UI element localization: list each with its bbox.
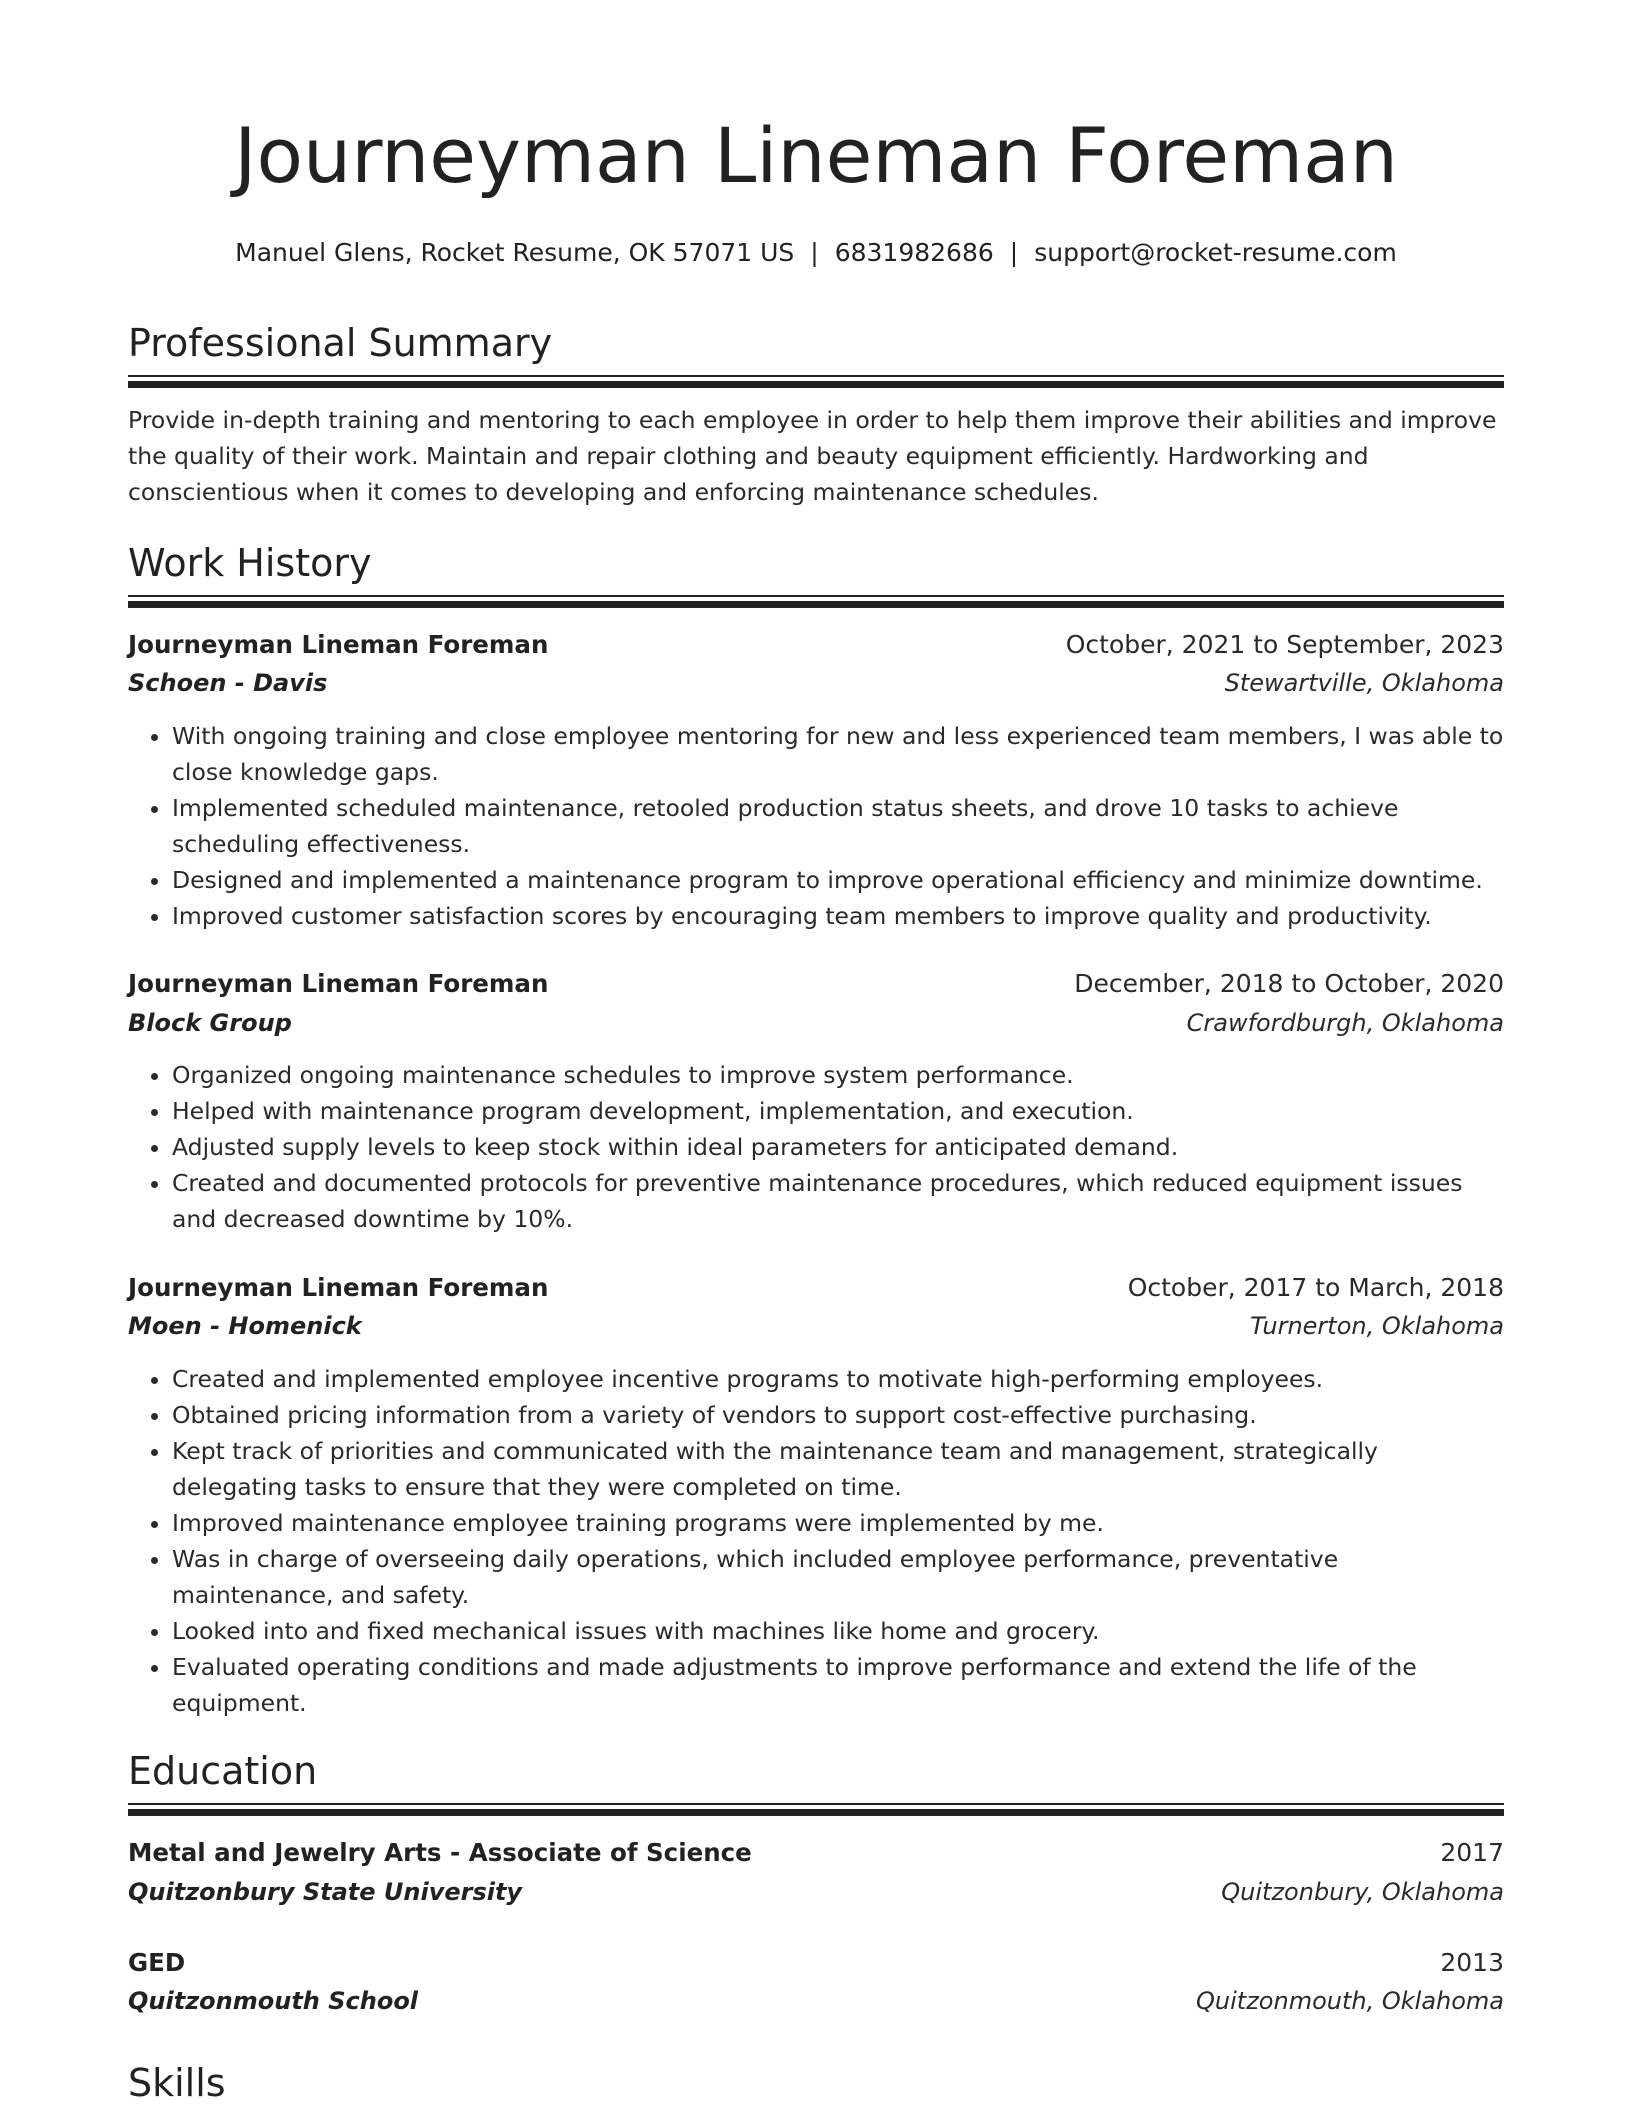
section-divider bbox=[128, 595, 1504, 609]
list-item: • Created and implemented employee incentive programs to motivate high-performing employees. bbox=[172, 1361, 1504, 1397]
list-item: • Kept track of priorities and communicated with the maintenance team and management, strategically delegating tasks to ensure that they were completed on time. bbox=[172, 1433, 1504, 1505]
education-location: Quitzonbury, Oklahoma bbox=[1221, 1878, 1504, 1906]
summary-text: Provide in-depth training and mentoring to each employee in order to help them improve their abilities and improve the quality of their work. Maintain and repair clothing and beauty equipment efficiently. Hardworking and conscientious when it comes to developing and enforcing maintenance schedules. bbox=[128, 406, 1497, 506]
job-subheader bbox=[128, 665, 1504, 701]
list-item: • Improved maintenance employee training programs were implemented by me. bbox=[172, 1505, 1504, 1541]
education-year: 2017 bbox=[1440, 1838, 1504, 1867]
contact-separator: | bbox=[810, 238, 819, 267]
section-title-summary: Professional Summary bbox=[128, 321, 553, 365]
contact-separator: | bbox=[1009, 238, 1019, 267]
job-company: Schoen - Davis bbox=[128, 669, 328, 697]
job-title: Journeyman Lineman Foreman bbox=[128, 630, 549, 659]
education-location: Quitzonmouth, Oklahoma bbox=[1196, 1987, 1504, 2015]
list-item: • Created and documented protocols for preventive maintenance procedures, which reduced equipment issues and decreased downtime by 10%. bbox=[172, 1165, 1504, 1237]
job-header bbox=[128, 627, 1504, 663]
section-title-skills: Skills bbox=[128, 2061, 226, 2105]
section-title-education: Education bbox=[128, 1749, 318, 1793]
list-item: • Implemented scheduled maintenance, retooled production status sheets, and drove 10 tasks to achieve scheduling effectiveness. bbox=[172, 790, 1504, 862]
job-bullets bbox=[128, 1057, 1504, 1237]
list-item: • With ongoing training and close employee mentoring for new and less experienced team members, I was able to close knowledge gaps. bbox=[172, 718, 1504, 790]
list-item: • Looked into and fixed mechanical issues with machines like home and grocery. bbox=[172, 1613, 1504, 1649]
resume-title: Journeyman Lineman Foreman bbox=[234, 111, 1398, 200]
education-subheader bbox=[128, 1983, 1504, 2019]
job-company: Block Group bbox=[128, 1009, 292, 1037]
job-location: Stewartville, Oklahoma bbox=[1224, 669, 1504, 697]
contact-phone: 6831982686 bbox=[834, 238, 994, 267]
job-bullets bbox=[128, 718, 1504, 934]
section-divider bbox=[128, 375, 1504, 389]
education-degree: GED bbox=[128, 1948, 186, 1977]
education-year: 2013 bbox=[1440, 1948, 1504, 1977]
contact-address: Manuel Glens, Rocket Resume, OK 57071 US bbox=[235, 238, 795, 267]
list-item: • Was in charge of overseeing daily operations, which included employee performance, preventative maintenance, and safety. bbox=[172, 1541, 1504, 1613]
job-header bbox=[128, 1270, 1504, 1306]
job-header bbox=[128, 966, 1504, 1002]
job-location: Turnerton, Oklahoma bbox=[1250, 1312, 1504, 1340]
education-degree: Metal and Jewelry Arts - Associate of Science bbox=[128, 1838, 752, 1867]
list-item: • Improved customer satisfaction scores by encouraging team members to improve quality and productivity. bbox=[172, 898, 1504, 934]
list-item: • Evaluated operating conditions and made adjustments to improve performance and extend the life of the equipment. bbox=[172, 1649, 1504, 1721]
list-item: • Obtained pricing information from a variety of vendors to support cost-effective purchasing. bbox=[172, 1397, 1504, 1433]
job-subheader bbox=[128, 1005, 1504, 1041]
job-subheader bbox=[128, 1308, 1504, 1344]
list-item: • Organized ongoing maintenance schedules to improve system performance. bbox=[172, 1057, 1504, 1093]
contact-line bbox=[0, 240, 1632, 265]
job-bullets bbox=[128, 1361, 1504, 1721]
job-title: Journeyman Lineman Foreman bbox=[128, 969, 549, 998]
job-company: Moen - Homenick bbox=[128, 1312, 362, 1340]
list-item: • Designed and implemented a maintenance program to improve operational efficiency and minimize downtime. bbox=[172, 862, 1504, 898]
job-dates: December, 2018 to October, 2020 bbox=[1074, 969, 1504, 998]
list-item: • Adjusted supply levels to keep stock within ideal parameters for anticipated demand. bbox=[172, 1129, 1504, 1165]
job-dates: October, 2017 to March, 2018 bbox=[1127, 1273, 1504, 1302]
education-subheader bbox=[128, 1874, 1504, 1910]
job-title: Journeyman Lineman Foreman bbox=[128, 1273, 549, 1302]
education-header bbox=[128, 1835, 1504, 1871]
education-school: Quitzonmouth School bbox=[128, 1987, 419, 2015]
job-dates: October, 2021 to September, 2023 bbox=[1065, 630, 1504, 659]
contact-email[interactable]: support@rocket-resume.com bbox=[1034, 238, 1397, 267]
job-location: Crawfordburgh, Oklahoma bbox=[1186, 1009, 1504, 1037]
education-header bbox=[128, 1945, 1504, 1981]
education-school: Quitzonbury State University bbox=[128, 1878, 523, 1906]
section-title-work-history: Work History bbox=[128, 541, 372, 585]
list-item: • Helped with maintenance program development, implementation, and execution. bbox=[172, 1093, 1504, 1129]
section-divider bbox=[128, 1803, 1504, 1817]
